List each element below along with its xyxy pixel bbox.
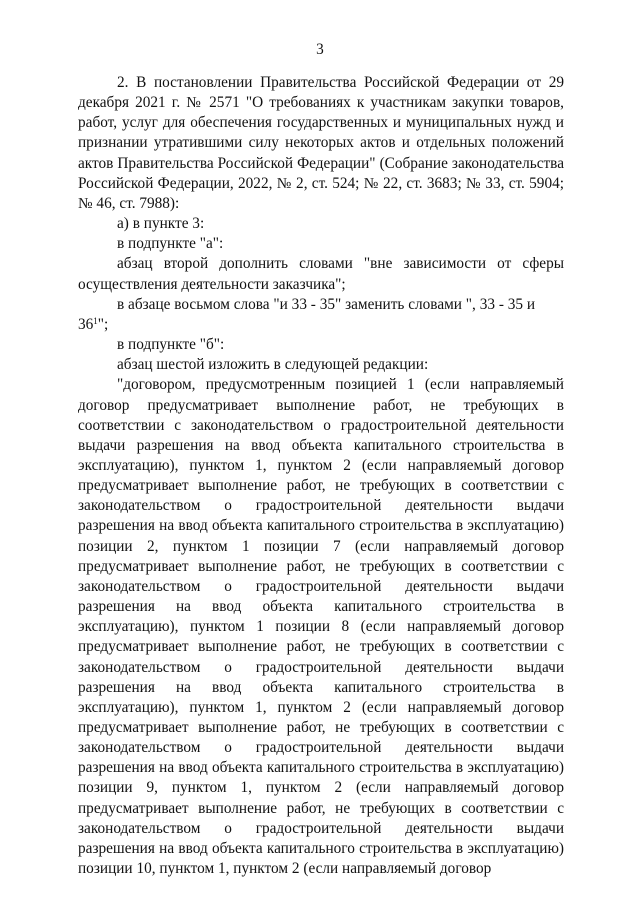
paragraph-subparagraph-b: в подпункте "б": xyxy=(117,336,225,354)
paragraph-eighth-abzac-text: в абзаце восьмом слова "и 33 - 35" заменить словами ", 33 - 35 и 36 xyxy=(78,295,536,333)
paragraph-eighth-abzac xyxy=(78,295,564,335)
paragraph-eighth-abzac-end: "; xyxy=(97,315,109,333)
page-number: 3 xyxy=(316,41,324,58)
paragraph-second-abzac: абзац второй дополнить словами "вне зависимости от сферы осуществления деятельности заказчика"; xyxy=(78,255,564,293)
paragraph-new-wording: "договором, предусмотренным позицией 1 (если направляемый договор предусматривает выполнение работ, не требующих в соответствии с законодательством о градостроительной деятельности выдачи разрешения на ввод объекта капитального строительства в эксплуатацию), пунктом 1, пунктом 2 (если направляемый договор предусматривает выполнение работ, не требующих в соответствии с законодательством о градостроительной деятельности выдачи разрешения на ввод объекта капитального строительства в эксплуатацию) позиции 2, пунктом 1 позиции 7 (если направляемый договор предусматривает выполнение работ, не требующих в соответствии с законодательством о градостроительной деятельности выдачи разрешения на ввод объекта капитального строительства в эксплуатацию), пунктом 1 позиции 8 (если направляемый договор предусматривает выполнение работ, не требующих в соответствии с законодательством о градостроительной деятельности выдачи разрешения на ввод объекта капитального строительства в эксплуатацию), пунктом 1, пунктом 2 (если направляемый договор предусматривает выполнение работ, не требующих в соответствии с законодательством о градостроительной деятельности выдачи разрешения на ввод объекта капитального строительства в эксплуатацию) позиции 9, пунктом 1, пунктом 2 (если направляемый договор предусматривает выполнение работ, не требующих в соответствии с законодательством о градостроительной деятельности выдачи разрешения на ввод объекта капитального строительства в эксплуатацию) позиции 10, пунктом 1, пунктом 2 (если направляемый договор xyxy=(78,376,564,878)
paragraph-amendment-2: 2. В постановлении Правительства Российской Федерации от 29 декабря 2021 г. № 2571 "О требованиях к участникам закупки товаров, работ, услуг для обеспечения государственных и муниципальных нужд и признании утратившими силу некоторых актов и отдельных положений актов Правительства Российской Федерации" (Собрание законодательства Российской Федерации, 2022, № 2, ст. 524; № 22, ст. 3683; № 33, ст. 5904; № 46, ст. 7988): xyxy=(78,74,564,212)
paragraph-subparagraph-a: в подпункте "а": xyxy=(117,235,224,253)
paragraph-sixth-abzac: абзац шестой изложить в следующей редакции: xyxy=(117,356,429,374)
superscript-footnote: 1 xyxy=(93,315,98,326)
document-body xyxy=(78,73,564,879)
paragraph-subitem-a: а) в пункте 3: xyxy=(117,215,205,233)
